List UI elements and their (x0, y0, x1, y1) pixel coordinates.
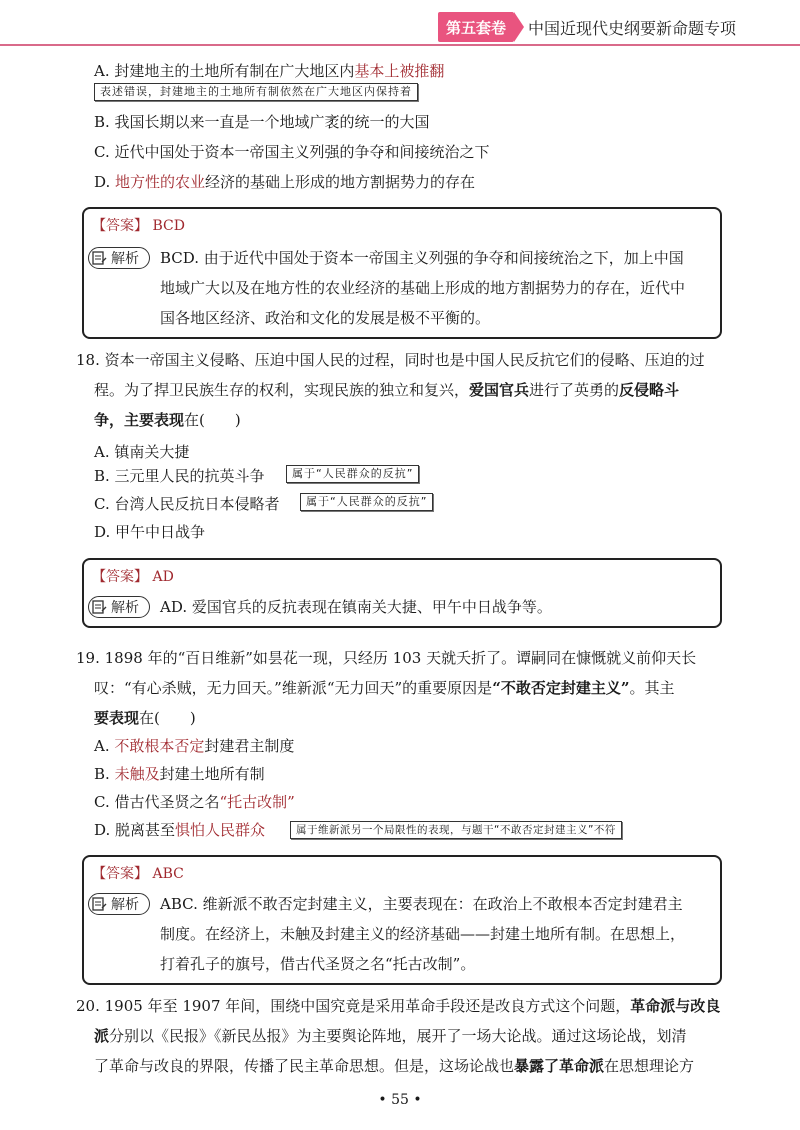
q18-explanation-line: AD. 爱国官兵的反抗表现在镇南关大捷、甲午中日战争等。 (160, 598, 552, 616)
q18-stem-line2: 程。为了捍卫民族生存的权利，实现民族的独立和复兴，爱国官兵进行了英勇的反侵略斗 (94, 381, 680, 399)
q17-option-a: A. 封建地主的土地所有制在广大地区内基本上被推翻 (94, 62, 445, 80)
q20-stem-line1: 20. 1905 年至 1907 年间，围绕中国究竟是采用革命手段还是改良方式这个问题，革命派与改良 (76, 997, 721, 1015)
q20-stem-line2: 派分别以《民报》《新民丛报》为主要舆论阵地，展开了一场大论战。通过这场论战，划清 (94, 1027, 687, 1045)
q17-option-b: B. 我国长期以来一直是一个地域广袤的统一的大国 (94, 113, 430, 131)
q17-explanation-line: BCD. 由于近代中国处于资本一帝国主义列强的争夺和间接统治之下，加上中国 (160, 249, 684, 267)
q18-stem-line1: 18. 资本一帝国主义侵略、压迫中国人民的过程，同时也是中国人民反抗它们的侵略、压迫的过 (76, 351, 705, 369)
q19-stem-line3: 要表现在( ) (94, 709, 196, 727)
q18-option-b: B. 三元里人民的抗英斗争 (94, 467, 265, 485)
q17-explanation-line: 国各地区经济、政治和文化的发展是极不平衡的。 (160, 309, 491, 327)
q19-stem-line2: 叹：“有心杀贼，无力回天。”维新派“无力回天”的重要原因是“不敢否定封建主义”。其主 (94, 679, 675, 697)
notepad-icon (91, 599, 107, 615)
q17-answer: 【答案】 BCD (92, 218, 185, 234)
q18-answer-box (82, 558, 722, 628)
header-divider (0, 44, 800, 46)
q19-d-annotation: 属于维新派另一个局限性的表现，与题干“不敢否定封建主义”不符 (290, 821, 622, 839)
q19-explanation-line: 制度。在经济上，未触及封建主义的经济基础——封建土地所有制。在思想上， (160, 925, 686, 943)
notepad-icon (91, 896, 107, 912)
q18-option-a: A. 镇南关大捷 (94, 443, 190, 461)
q17-option-c: C. 近代中国处于资本一帝国主义列强的争夺和间接统治之下 (94, 143, 490, 161)
q19-explanation-line: ABC. 维新派不敢否定封建主义，主要表现在：在政治上不敢根本否定封建君主 (160, 895, 683, 913)
tag-arrow (514, 12, 524, 42)
q17-jiexi-badge: 解析 (88, 247, 150, 269)
q18-option-d: D. 甲午中日战争 (94, 523, 206, 541)
q17-explanation-line: 地域广大以及在地方性的农业经济的基础上形成的地方割据势力的存在，近代中 (160, 279, 686, 297)
q17-answer-box (82, 207, 722, 339)
q18-b-annotation: 属于“人民群众的反抗” (286, 465, 419, 483)
q19-stem-line1: 19. 1898 年的“百日维新”如昙花一现，只经历 103 天就夭折了。谭嗣同在慷慨就义前仰天长 (76, 649, 697, 667)
q19-option-b: B. 未触及封建土地所有制 (94, 765, 265, 783)
q17-a-annotation: 表述错误，封建地主的土地所有制依然在广大地区内保持着 (94, 83, 418, 101)
q19-answer: 【答案】 ABC (92, 866, 184, 882)
q19-option-a: A. 不敢根本否定封建君主制度 (94, 737, 295, 755)
q18-c-annotation: 属于“人民群众的反抗” (300, 493, 433, 511)
q18-answer: 【答案】 AD (92, 569, 174, 585)
q19-explanation-line: 打着孔子的旗号，借古代圣贤之名“托古改制”。 (160, 955, 476, 973)
volume-tag: 第五套卷 (438, 12, 514, 42)
q19-option-d: D. 脱离甚至惧怕人民群众 (94, 821, 266, 839)
q18-jiexi-badge: 解析 (88, 596, 150, 618)
q18-option-c: C. 台湾人民反抗日本侵略者 (94, 495, 280, 513)
q18-stem-line3: 争，主要表现在( ) (94, 411, 241, 429)
header-title: 中国近现代史纲要新命题专项 (528, 19, 737, 38)
page-number: • 55 • (378, 1092, 422, 1108)
q20-stem-line3: 了革命与改良的界限，传播了民主革命思想。但是，这场论战也暴露了革命派在思想理论方 (94, 1057, 695, 1075)
notepad-icon (91, 250, 107, 266)
q19-jiexi-badge: 解析 (88, 893, 150, 915)
q17-option-d: D. 地方性的农业经济的基础上形成的地方割据势力的存在 (94, 173, 476, 191)
q19-answer-box (82, 855, 722, 985)
q19-option-c: C. 借古代圣贤之名“托古改制” (94, 793, 295, 811)
